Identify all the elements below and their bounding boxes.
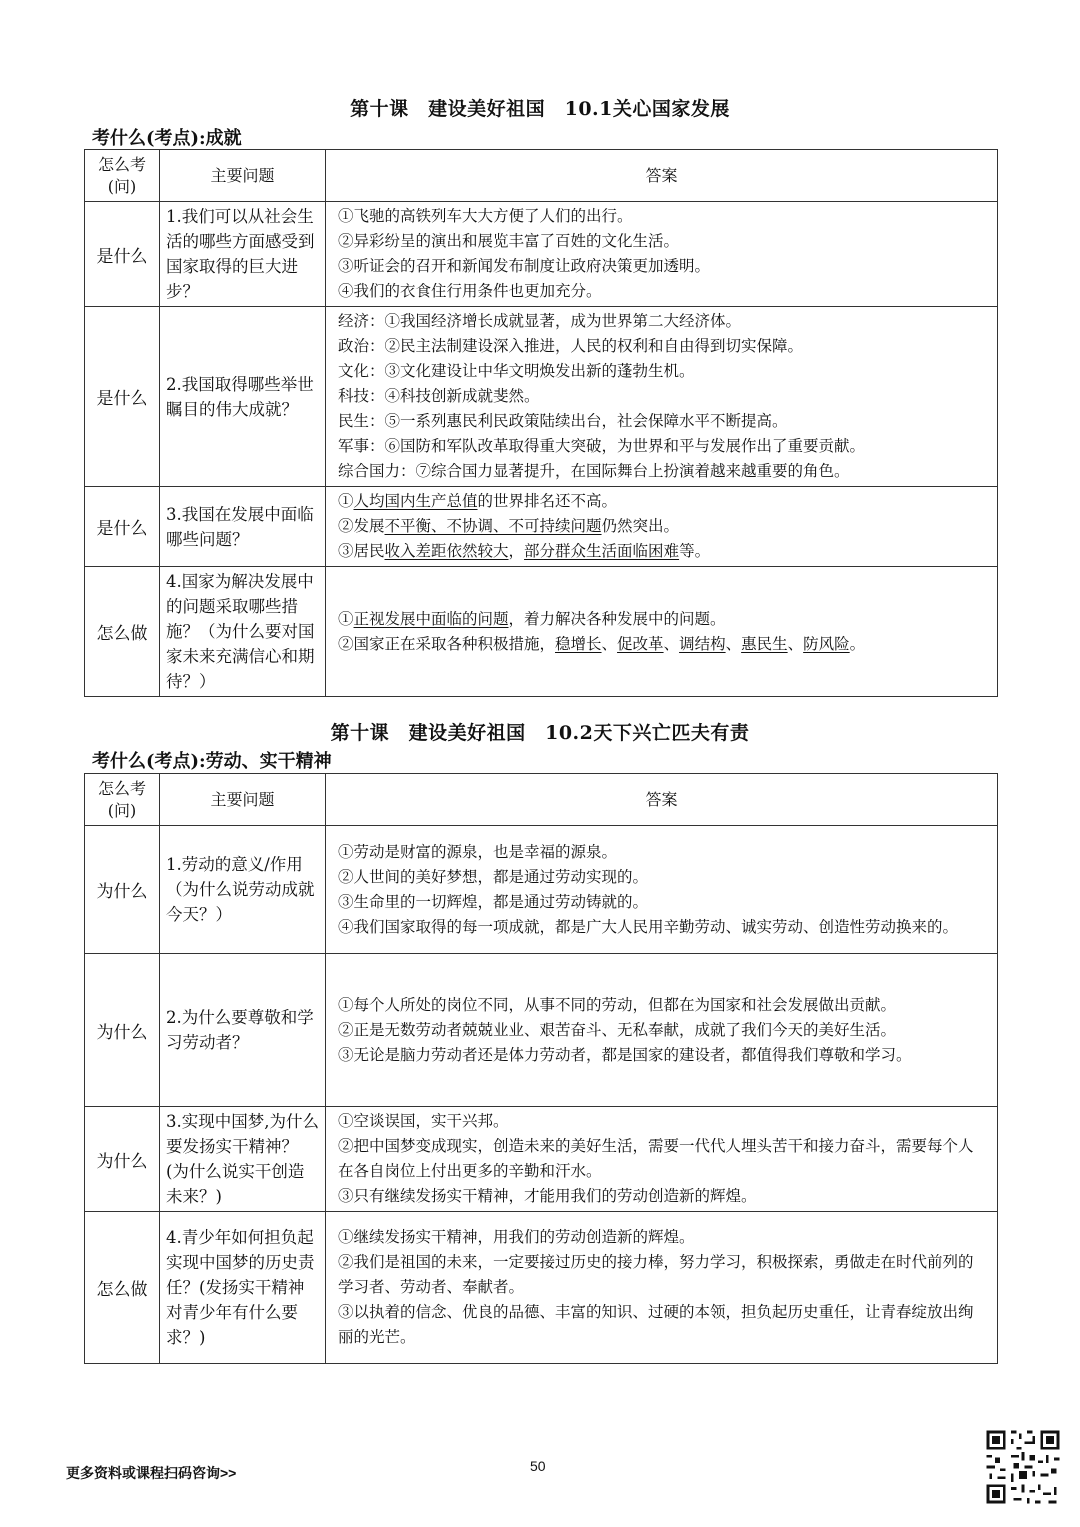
row-type: 为什么 bbox=[85, 1107, 160, 1212]
section2-subtitle: 考什么(考点):劳动、实干精神 bbox=[92, 751, 332, 772]
row-type: 为什么 bbox=[85, 826, 160, 954]
header-type: 怎么考 (问) bbox=[85, 150, 160, 202]
table-row bbox=[85, 307, 998, 487]
header-question: 主要问题 bbox=[160, 150, 326, 202]
row-question: 3.实现中国梦,为什么要发扬实干精神？(为什么说实干创造未来？) bbox=[160, 1107, 326, 1212]
table-header-row bbox=[85, 774, 998, 826]
footer-promo-text[interactable]: 更多资料或课程扫码咨询>> bbox=[66, 1465, 237, 1481]
header-answer: 答案 bbox=[326, 774, 998, 826]
row-type: 为什么 bbox=[85, 954, 160, 1107]
row-question: 2.我国取得哪些举世瞩目的伟大成就？ bbox=[160, 307, 326, 487]
header-answer: 答案 bbox=[326, 150, 998, 202]
row-question: 3.我国在发展中面临哪些问题？ bbox=[160, 487, 326, 567]
header-question: 主要问题 bbox=[160, 774, 326, 826]
row-answer: ①正视发展中面临的问题，着力解决各种发展中的问题。 ②国家正在采取各种积极措施，稳增长、促改革、调结构、惠民生、防风险。 bbox=[326, 567, 998, 697]
row-question: 1.劳动的意义/作用（为什么说劳动成就今天？） bbox=[160, 826, 326, 954]
row-type: 是什么 bbox=[85, 307, 160, 487]
table-row bbox=[85, 954, 998, 1107]
row-type: 怎么做 bbox=[85, 1212, 160, 1364]
section1-title: 第十课 建设美好祖国 10.1关心国家发展 bbox=[350, 98, 730, 120]
table-row bbox=[85, 567, 998, 697]
page-number: 50 bbox=[530, 1458, 546, 1474]
table-header-row bbox=[85, 150, 998, 202]
row-type: 是什么 bbox=[85, 487, 160, 567]
row-answer: ①继续发扬实干精神，用我们的劳动创造新的辉煌。 ②我们是祖国的未来，一定要接过历史的接力棒，努力学习，积极探索，勇做走在时代前列的学习者、劳动者、奉献者。 ③以执着的信念、优良的品德、丰富的知识、过硬的本领，担负起历史重任，让青春绽放出绚丽的光芒。 bbox=[326, 1212, 998, 1364]
row-answer: ①空谈误国，实干兴邦。 ②把中国梦变成现实，创造未来的美好生活，需要一代代人埋头苦干和接力奋斗，需要每个人在各自岗位上付出更多的辛勤和汗水。 ③只有继续发扬实干精神，才能用我们的劳动创造新的辉煌。 bbox=[326, 1107, 998, 1212]
row-question: 2.为什么要尊敬和学习劳动者？ bbox=[160, 954, 326, 1107]
section2-table bbox=[84, 773, 998, 1364]
row-question: 1.我们可以从社会生活的哪些方面感受到国家取得的巨大进步？ bbox=[160, 202, 326, 307]
header-type: 怎么考 (问) bbox=[85, 774, 160, 826]
row-answer: ①劳动是财富的源泉，也是幸福的源泉。 ②人世间的美好梦想，都是通过劳动实现的。 ③生命里的一切辉煌，都是通过劳动铸就的。 ④我们国家取得的每一项成就，都是广大人民用辛勤劳动、诚实劳动、创造性劳动换来的。 bbox=[326, 826, 998, 954]
qr-code-icon[interactable] bbox=[984, 1428, 1062, 1506]
row-answer: 经济：①我国经济增长成就显著，成为世界第二大经济体。 政治：②民主法制建设深入推进，人民的权利和自由得到切实保障。 文化：③文化建设让中华文明焕发出新的蓬勃生机。 科技：④科技创新成就斐然。 民生：⑤一系列惠民利民政策陆续出台，社会保障水平不断提高。 军事：⑥国防和军队改革取得重大突破，为世界和平与发展作出了重要贡献。 综合国力：⑦综合国力显著提升，在国际舞台上扮演着越来越重要的角色。 bbox=[326, 307, 998, 487]
section1-subtitle: 考什么(考点):成就 bbox=[92, 128, 242, 149]
row-question: 4.国家为解决发展中的问题采取哪些措施？（为什么要对国家未来充满信心和期待？） bbox=[160, 567, 326, 697]
table-row bbox=[85, 202, 998, 307]
row-type: 是什么 bbox=[85, 202, 160, 307]
section1-table bbox=[84, 149, 998, 697]
row-question: 4.青少年如何担负起实现中国梦的历史责任？(发扬实干精神对青少年有什么要求？) bbox=[160, 1212, 326, 1364]
row-answer: ①飞驰的高铁列车大大方便了人们的出行。 ②异彩纷呈的演出和展览丰富了百姓的文化生活。 ③听证会的召开和新闻发布制度让政府决策更加透明。 ④我们的衣食住行用条件也更加充分。 bbox=[326, 202, 998, 307]
section2-title: 第十课 建设美好祖国 10.2天下兴亡匹夫有责 bbox=[330, 722, 750, 744]
table-row bbox=[85, 826, 998, 954]
row-answer: ①人均国内生产总值的世界排名还不高。 ②发展不平衡、不协调、不可持续问题仍然突出。 ③居民收入差距依然较大，部分群众生活面临困难等。 bbox=[326, 487, 998, 567]
table-row bbox=[85, 1107, 998, 1212]
table-row bbox=[85, 1212, 998, 1364]
row-answer: ①每个人所处的岗位不同，从事不同的劳动，但都在为国家和社会发展做出贡献。 ②正是无数劳动者兢兢业业、艰苦奋斗、无私奉献，成就了我们今天的美好生活。 ③无论是脑力劳动者还是体力劳动者，都是国家的建设者，都值得我们尊敬和学习。 bbox=[326, 954, 998, 1107]
row-type: 怎么做 bbox=[85, 567, 160, 697]
table-row bbox=[85, 487, 998, 567]
